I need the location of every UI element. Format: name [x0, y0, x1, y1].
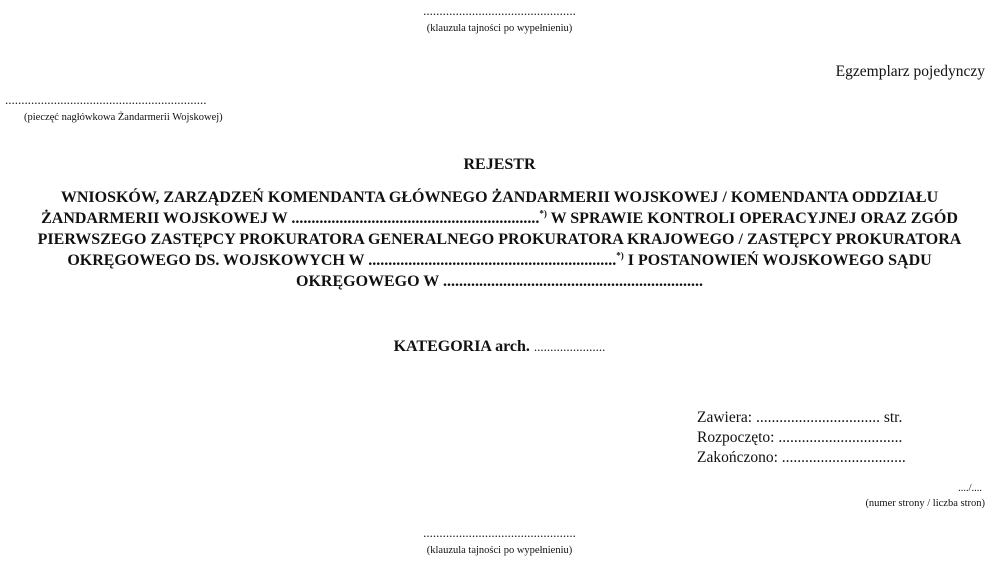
stamp-dots: ..............................................................	[5, 92, 207, 107]
details-contains-label: Zawiera:	[697, 409, 753, 426]
details-finished	[697, 447, 906, 468]
subtitle-line-2: ŻANDARMERII WOJSKOWEJ W ..............................................................*) W SPRAWIE KONTROLI OPERACYJNEJ ORAZ ZGÓD	[41, 208, 958, 227]
stamp-label: (pieczęć nagłówkowa Żandarmerii Wojskowej)	[24, 112, 223, 123]
subtitle-line-5: OKRĘGOWEGO W .................................................................	[296, 273, 703, 290]
category-row	[0, 336, 999, 358]
details-contains	[697, 407, 902, 428]
footnote-marker: *)	[616, 250, 624, 261]
copy-note: Egzemplarz pojedynczy	[835, 63, 985, 80]
details-finished-value: ................................	[781, 449, 906, 466]
bottom-clause-dots: ...............................................	[423, 525, 576, 540]
category-dots: ......................	[533, 339, 606, 354]
subtitle-line-1: WNIOSKÓW, ZARZĄDZEŃ KOMENDANTA GŁÓWNEGO ŻANDARMERII WOJSKOWEJ / KOMENDANTA ODDZIAŁU	[60, 189, 939, 206]
details-started	[697, 427, 902, 448]
page-number-label: (numer strony / liczba stron)	[865, 498, 985, 509]
footnote-marker: *)	[539, 208, 547, 219]
document-title: REJESTR	[463, 156, 536, 173]
subtitle-line-3: PIERWSZEGO ZASTĘPCY PROKURATORA GENERALNEGO PROKURATORA KRAJOWEGO / ZASTĘPCY PROKURATORA	[37, 231, 962, 248]
page-number-value: ..../....	[958, 483, 982, 494]
subtitle-line-4: OKRĘGOWEGO DS. WOJSKOWYCH W ..............................................................*) I POSTANOWIEŃ WOJSKOWEGO SĄDU	[67, 250, 932, 269]
top-clause-label: (klauzula tajności po wypełnieniu)	[426, 23, 573, 34]
details-started-label: Rozpoczęto:	[697, 429, 775, 446]
details-started-value: ................................	[778, 429, 903, 446]
category-label: KATEGORIA arch.	[393, 338, 530, 355]
details-contains-value: ................................ str.	[755, 409, 903, 426]
bottom-clause-label: (klauzula tajności po wypełnieniu)	[426, 545, 573, 556]
top-clause-dots: ...............................................	[423, 3, 576, 18]
details-finished-label: Zakończono:	[697, 449, 778, 466]
